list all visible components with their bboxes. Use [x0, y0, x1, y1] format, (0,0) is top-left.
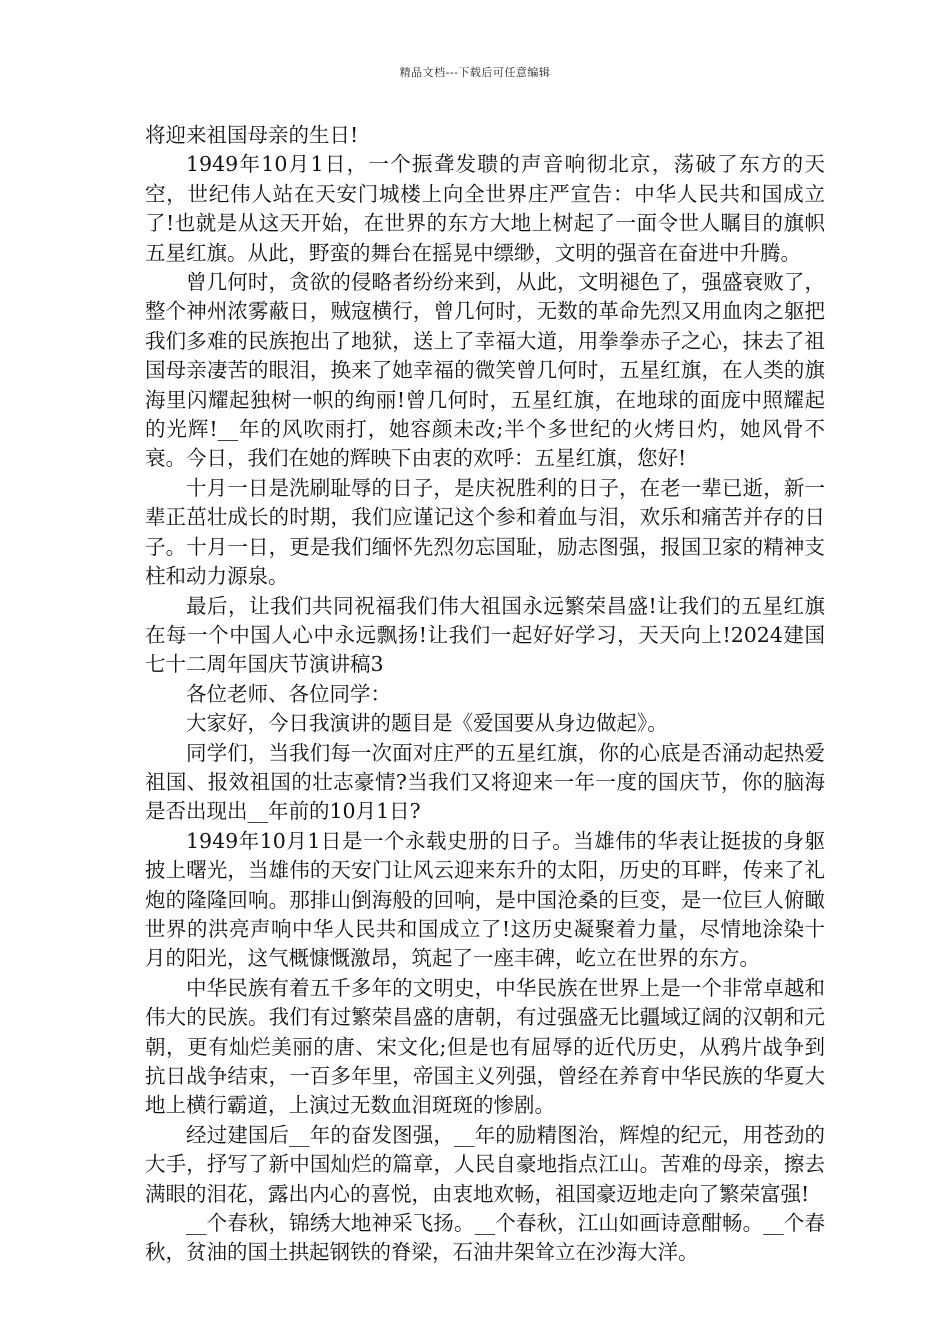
paragraph: 大家好，今日我演讲的题目是《爱国要从身边做起》。 — [186, 711, 668, 736]
paragraph: 将迎来祖国母亲的生日! — [145, 123, 359, 147]
paragraph: 各位老师、各位同学： — [186, 681, 391, 706]
document-body — [145, 121, 825, 1268]
paragraph: 十月一日是洗刷耻辱的日子，是庆祝胜利的日子，在老一辈已逝，新一辈正茁壮成长的时期，我们应谨记这个参和着血与泪，欢乐和痛苦并存的日子。十月一日，更是我们缅怀先烈勿忘国耻，励志图强，报国卫家的精神支柱和动力源泉。 — [145, 475, 825, 589]
page-header: 精品文档---下载后可任意编辑 — [399, 66, 551, 79]
paragraph: __个春秋，锦绣大地神采飞扬。__个春秋，江山如画诗意酣畅。__个春秋，贫油的国土拱起钢铁的脊梁，石油井架耸立在沙海大洋。 — [145, 1211, 825, 1265]
paragraph: 1949年10月1日，一个振聋发聩的声音响彻北京，荡破了东方的天空，世纪伟人站在天安门城楼上向全世界庄严宣告：中华人民共和国成立了!也就是从这天开始，在世界的东方大地上树起了一面令世人瞩目的旗帜五星红旗。从此，野蛮的舞台在摇晃中缥缈，文明的强音在奋进中升腾。 — [145, 152, 825, 265]
paragraph: 1949年10月1日是一个永载史册的日子。当雄伟的华表让挺拔的身躯披上曙光，当雄伟的天安门让风云迎来东升的太阳，历史的耳畔，传来了礼炮的隆隆回响。那排山倒海般的回响，是中国沧桑的巨变，是一位巨人俯瞰世界的洪亮声响中华人民共和国成立了!这历史凝聚着力量，尽情地涂染十月的阳光，这气概慷慨激昂，筑起了一座丰碑，屹立在世界的东方。 — [145, 828, 825, 971]
paragraph: 最后，让我们共同祝福我们伟大祖国永远繁荣昌盛!让我们的五星红旗在每一个中国人心中永远飘扬!让我们一起好好学习，天天向上!2024建国七十二周年国庆节演讲稿3 — [145, 593, 825, 677]
paragraph: 曾几何时，贪欲的侵略者纷纷来到，从此，文明褪色了，强盛衰败了，整个神州浓雾蔽日，贼寇横行，曾几何时，无数的革命先烈又用血肉之躯把我们多难的民族抱出了地狱，送上了幸福大道，用拳拳赤子之心，抹去了祖国母亲凄苦的眼泪，换来了她幸福的微笑曾几何时，五星红旗，在人类的旗海里闪耀起独树一帜的绚丽!曾几何时，五星红旗，在地球的面庞中照耀起的光辉!__年的风吹雨打，她容颜未改;半个多世纪的火烤日灼，她风骨不衰。今日，我们在她的辉映下由衷的欢呼：五星红旗，您好! — [145, 270, 825, 471]
paragraph: 中华民族有着五千多年的文明史，中华民族在世界上是一个非常卓越和伟大的民族。我们有过繁荣昌盛的唐朝，有过强盛无比疆域辽阔的汉朝和元朝，更有灿烂美丽的唐、宋文化;但是也有屈辱的近代历史，从鸦片战争到抗日战争结束，一百多年里，帝国主义列强，曾经在养育中华民族的华夏大地上横行霸道，上演过无数血泪斑斑的惨剧。 — [145, 975, 825, 1118]
paragraph: 经过建国后__年的奋发图强，__年的励精图治，辉煌的纪元，用苍劲的大手，抒写了新中国灿烂的篇章，人民自豪地指点江山。苦难的母亲，擦去满眼的泪花，露出内心的喜悦，由衷地欢畅，祖国豪迈地走向了繁荣富强! — [145, 1122, 825, 1206]
paragraph: 同学们，当我们每一次面对庄严的五星红旗，你的心底是否涌动起热爱祖国、报效祖国的壮志豪情?当我们又将迎来一年一度的国庆节，你的脑海是否出现出__年前的10月1日? — [145, 740, 825, 824]
